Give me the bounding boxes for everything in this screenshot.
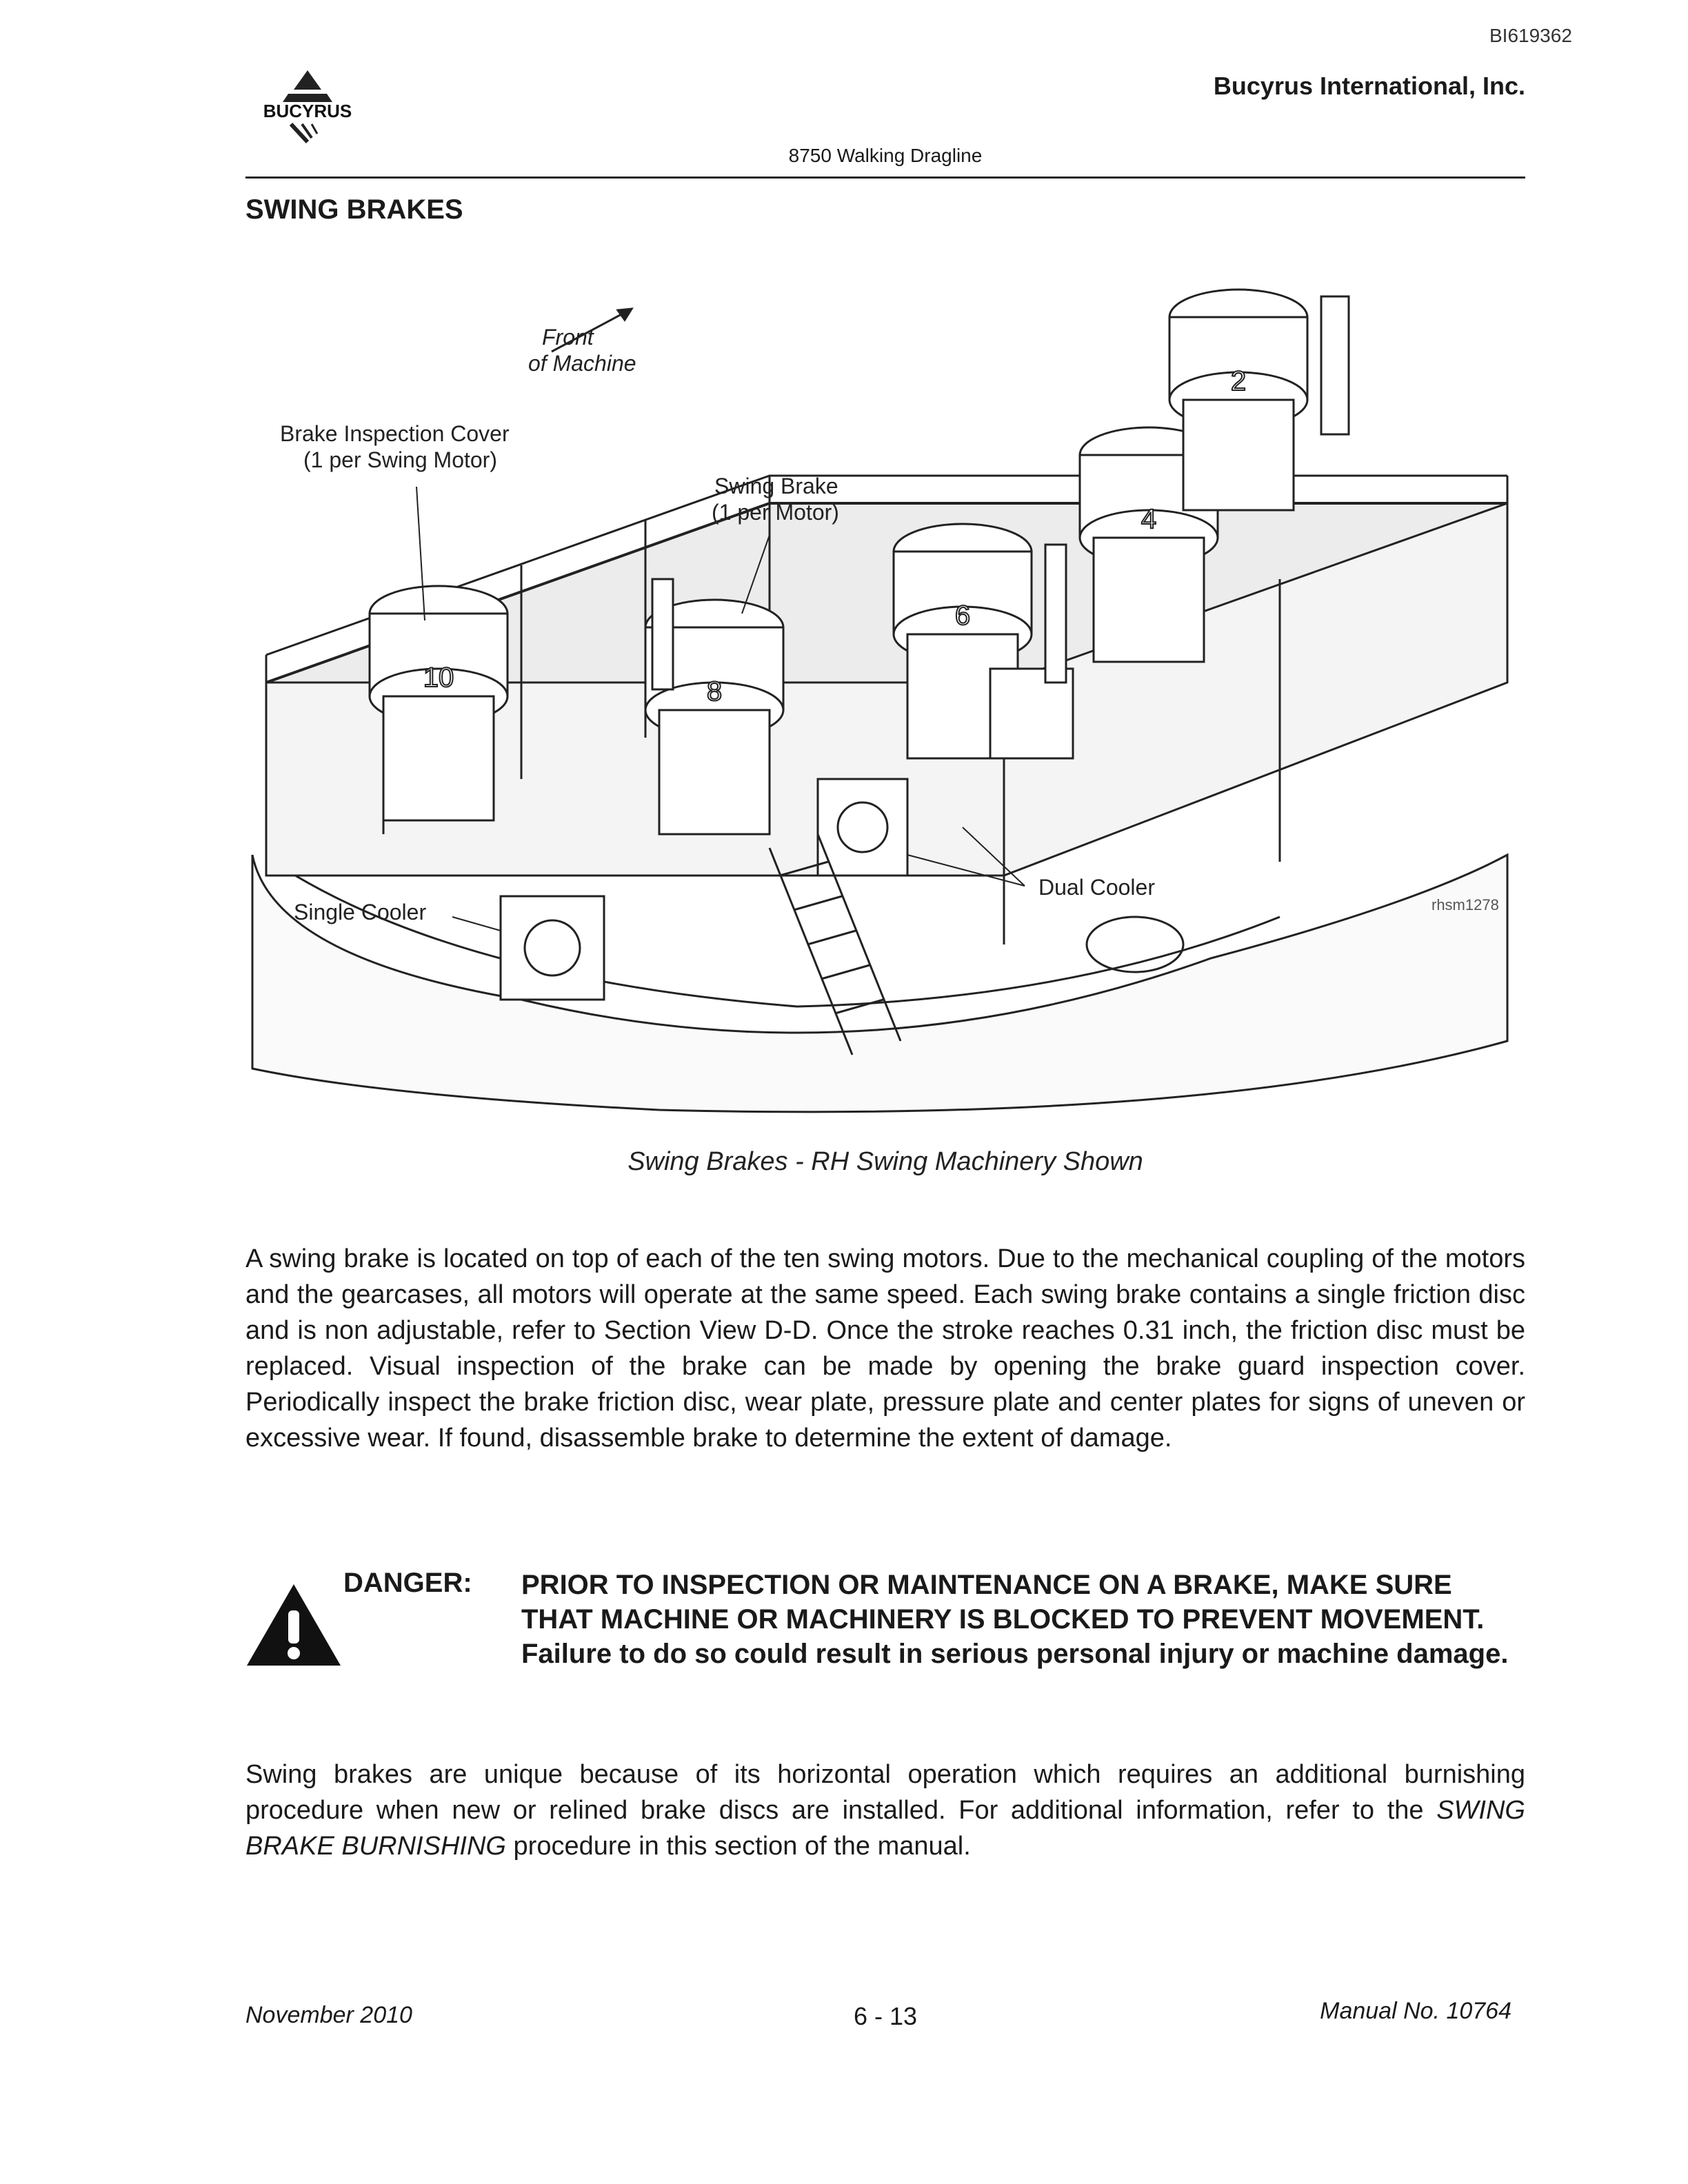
body-paragraph-2 [245,1757,1525,1864]
figure-reference-code: rhsm1278 [1431,896,1499,913]
swing-brake-callout-2: (1 per Motor) [712,500,839,525]
motor-number-10: 10 [423,663,454,693]
manual-subtitle: 8750 Walking Dragline [788,145,983,166]
motor-number-4: 4 [1141,504,1157,534]
motor-number-8: 8 [706,676,723,707]
swing-brakes-illustration [245,255,1525,1124]
footer-manual-number: Manual No. 10764 [1320,1998,1511,2024]
burnishing-procedure-reference: SWING BRAKE BURNISHING [245,1796,1525,1861]
document-id: BI619362 [1489,25,1572,46]
motor-number-2: 2 [1230,366,1247,396]
inspection-cover-callout-2: (1 per Swing Motor) [303,447,497,472]
danger-text: PRIOR TO INSPECTION OR MAINTENANCE ON A BRAKE, MAKE SURE THAT MACHINE OR MACHINERY IS BLOCKED TO PREVENT MOVEMENT. Failure to do so could result in serious personal injury or machine damage. [521,1570,1509,1669]
body-paragraph-1: A swing brake is located on top of each of the ten swing motors. Due to the mechanical coupling of the motors and the gearcases, all motors will operate at the same speed. Each swing brake contains a single friction disc and is non adjustable, refer to Section View D-D. Once the stroke reaches 0.31 inch, the friction disc must be replaced. Visual inspection of the brake can be made by opening the brake guard inspection cover. Periodically inspect the brake friction disc, wear plate, pressure plate and center plates for signs of uneven or excessive wear. If found, disassemble brake to determine the extent of damage. [245,1244,1525,1453]
footer-date: November 2010 [245,2002,412,2028]
figure-caption: Swing Brakes - RH Swing Machinery Shown [627,1147,1143,1176]
front-label: Front [542,325,594,350]
dual-cooler-callout: Dual Cooler [1038,875,1155,900]
single-cooler-callout: Single Cooler [294,900,427,924]
swing-brake-callout-1: Swing Brake [714,474,838,498]
danger-label: DANGER: [343,1568,472,1598]
motor-number-6: 6 [954,600,971,631]
section-title: SWING BRAKES [245,194,463,225]
warning-triangle-icon [245,1583,342,1667]
inspection-cover-callout-1: Brake Inspection Cover [280,421,510,446]
header-rule [245,176,1525,179]
footer-page-number: 6 - 13 [853,2002,918,2030]
company-logo [245,69,370,145]
paragraph-2-text-start: Swing brakes are unique because of its horizontal operation which requires an additional burnishing procedure when new or relined brake discs are installed. For additional information, refer to the [245,1760,1525,1825]
svg-text:BUCYRUS: BUCYRUS [263,101,352,121]
company-name: Bucyrus International, Inc. [1213,72,1525,100]
of-machine-label: of Machine [528,351,636,376]
paragraph-2-text-end: procedure in this section of the manual. [505,1832,971,1861]
